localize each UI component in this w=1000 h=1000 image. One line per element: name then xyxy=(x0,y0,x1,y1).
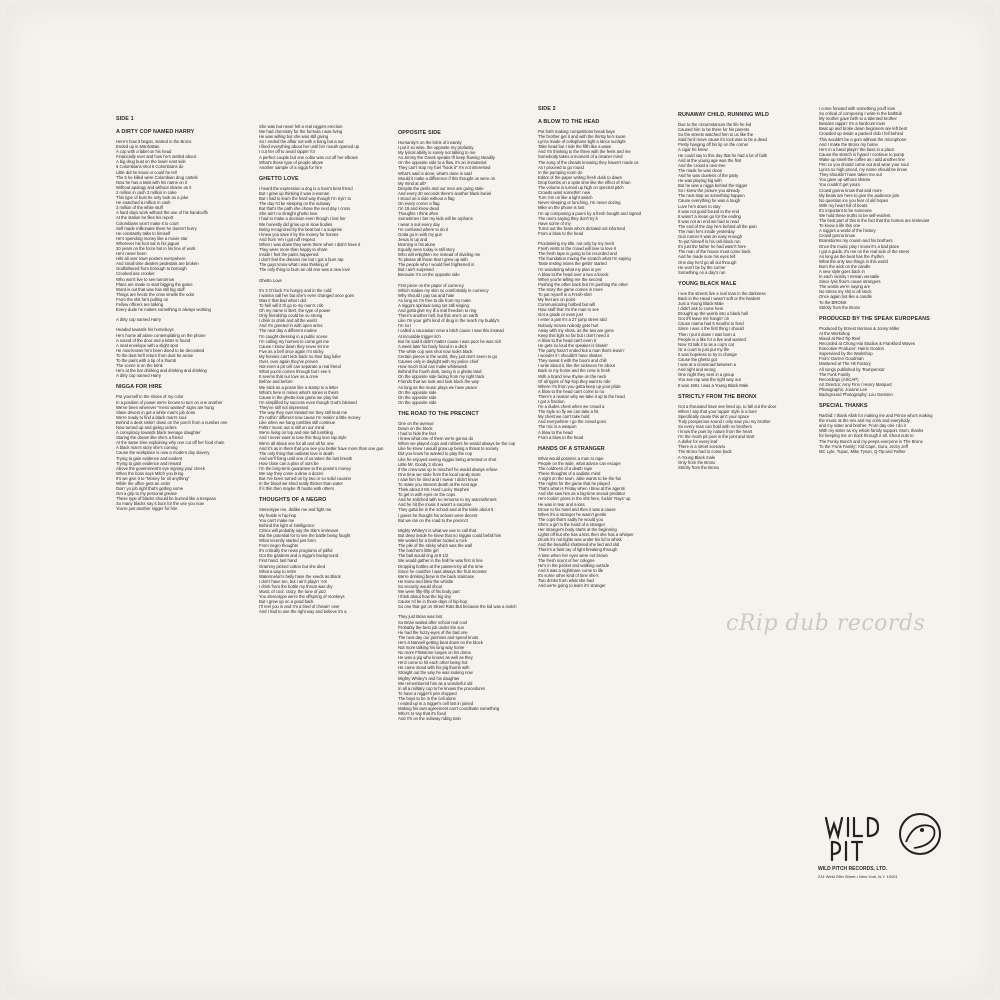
watermark: cRip dub records xyxy=(726,611,926,636)
song-lyrics-3: She was but never felt a real nigga's erection We had chemistry for the formula I was living He was willing but she was still giving So I ended the affair not with a bang but a nut I liked everything about her until her mouth opened up I cut her off to avoid rappin' for A perfect couple but one collar was cut off her elbows What's these type of people above Another sample of a nigga for hire xyxy=(259,124,360,170)
song-lyrics-9: What would possess a man to rape People on the wide, what advice can escape The coldness of a death rape These thoughts of a sadistic mind A night on the town, Jake wants to be the fun The nights for the game that he played That's what is Friday when I blow at the agents And she saw him as a big-time sexual predator He's lookin' gross in the shit here, fuckin' Rays' up He was in tear and a kiss Drove to his hotel and then it was a cause When it's a stranger he wasn't gentle The cops that's sadly he would you She's a girl in the hand of a stranger Her stranger's body starts at the beginning Lights off but she has a kiss then she has a whisper Drunk it's not lights was under his lid to whisk And the beautiful shattered she lied and slid There's a faint ray of light breaking through A time when her eyes were not brown The fresh scent of her cologne He's in the pocket and walking outside And it was a nightmare come to life It's some other kind of time she's Two drinks from what she had And we're going to learn it's stranger xyxy=(538,455,634,589)
column-3 xyxy=(398,124,528,721)
label-address: 231 West 29th Street • New York, N.Y. 10001 xyxy=(818,874,898,879)
column-4 xyxy=(538,106,668,588)
song-lyrics-6: Humanity's on the brink of insanity I put it so wise, the opposite my profanity My lyrical ability is surely not talking to me As Jimmy the Greek speaks I'll keep flowing steadily On the opposite side to a flow, it's an immaterial They can't stop my fuel "hook it" I'm not interested What's said is done, what's done is said Would it make a difference if this thought us were on My mind at all? Despite the perils and our men are going stale And every 30 seconds there's another black burial I stood on a side without a flag On every corner a flag I'm 19 and know dead Thoughts I think often Sometimes I bet my kids will be orphans I wear a suit every day I'm confused where to do it Gotta go in with my gun Jesus is up and Morning is his alone Equally seen today is still story Who will enlighten me instead of dividing me To please all those that I grew up with The people who I would feel frightened in But I ain't surprised Because I'm on the opposite side First piece on the paper of currency Which makes my skin so comfortably in currency Why should I pay tax and hate As long as I'm free to die from my mate A nigga's spiritual song set still singing And gotta give my ill a real freedom to ring There's another hell, but this one's on earth Like I'm your girl's kind of drug in the reach my buddy's I'm so I I called a caucasian crew a bitch cause I saw this instead At incurable trigger itch But he said it didn't matter cause I was poor he was rich A week later his body found in a ditch The white cop was shot now looks black Certain pieces in the world, they just don't seem to go Causes only in daylight with my police chief How much God can make whitewash Behind the fourth dark, being in a ghetto land On the opposite side facing from my right track Friends that we look and look block the way As long as the music plays we have peace On the opposite side On the opposite side On the opposite side xyxy=(398,140,504,405)
song-title-4: GHETTO LOVE xyxy=(259,175,299,182)
song-title-12: STRICTLY FROM THE BRONX xyxy=(678,393,757,400)
thanks-heading: SPECIAL THANKS xyxy=(819,403,868,410)
song-title-2: NIGGA FOR HIRE xyxy=(116,384,163,391)
column-2 xyxy=(259,124,389,614)
song-title-8: A BLOW TO THE HEAD xyxy=(538,119,600,125)
song-title-7: THE ROAD TO THE PRECINCT xyxy=(398,410,479,417)
label-logo-area xyxy=(818,806,958,886)
song-lyrics-13: I come forward with something you'll love So critical of composing I write in the bathtub My mother gave birth to a talented brother Besides rappin' I'm a hardcore lover Beat up and broke down beginners are left bent Crowded up inside a packed club I fell behind This wouldn't be a gum without the microphone And I make the Bronx my home He's in a band playin' the bass in a place Cause the stretch is hyped I continue to pump Wake up smell the coffee as I add another line Pen so you should come out and wear your soul Lyrics so high priced, my name should be know They shouldn't have taken me out You gave up without shame You couldn't get yours Crowd gonna know that and more My beats are here to give the audience jam No question ice you fear of old hopes With my heart full of beats It's important to be someone We hold these truths to be self-evident The best part of this is the fact that the homes are irrelevant To know a life this one A nigga's a world of the history Crowd gonna know Brainstorms my cousin and his brothers Once the music play I know it's a bad place I got a guide, it's me on the real side of the street As long as the beat has the rhythm What the only two things in this world Burn the wick on the candle A new style goes back in In each vicinity I remain versatile Since lyric flow's cause strangers The words we're saying are No stress my shit is all stock Once again hot like a candle To the BRONX Strictly from the Bronx xyxy=(819,106,930,310)
label-name: WILD PITCH RECORDS, LTD. xyxy=(818,866,888,872)
credits-heading: PRODUCED BY THE SPEAK EUROPEANS xyxy=(819,315,930,322)
song-lyrics-1: Here's how it began, started in the Bronx Ended up in Manhattan A cop with a label on his head Financially ever and how he's settled about A big drug bust on the lower east side 5 Colombians shot 6 Colombians do Little did he know or could he tell The 5 he killed were Colombian drug cartels Now he has a twist with his name on it Without apology and without shame on it 2 million in cash 3 million in coke This type of bust he only took as a joke He snatched a million in cash 2 million of the white stuff A hard days work without the use of his handcuffs At the station he files his report Colombians won't make it to court Self made millionaire there he doesn't hurry He constantly talks to himself He's spending money like a movie star Wherever his foot sat in his jaguar 20 years on the force but in his line of work He's never been Hits all over town posters everywhere And small time dealers pedestals are broken Godfathered from borough to borough Crooked ass crooker Who won't live to see tomorrow Plans are made to start bigging the game Word is out that wax has still big stuff Things are hectic the crew smells the odor From the shit he's pulling on Fellow officers are talking Every dude he makes something is always working A dirty cop named Harry Headed towards his homeboys He's home all alone contemplating on the phone A sound of the door and a letter is found A neat envelope with a slight spot He now knows he's been dined to be decorated To the dust he'll return from dust he arose To the paint with a tip of a thumb The scene is on the brink He's at the bar drinking and drinking and drinking A dirty cop named Harry xyxy=(116,139,211,379)
song-lyrics-2: Put yourself in the shoes of my color In a position of power we're known to turn on one another We've been wherever "mess wanted" signs are hung Slave drivers in got a white man's job done We're ready to find a black man's soul Behind a desk sinkin' down on the porch from a number one Now turned up and giving orders A conspiracy towards black teenage daughter Staring the dream like she's a friend At the same time explaining why one cut off her food chain A black man's story she's coming Cause the workplace is now a modern day slavery Trying to gain evidence and evident Trying to gain evidence and reward Above the government's eye signing your check When the boss says Mitch you bring It's we give it to "Money for nil anything" While the office gets an order Doin' yo job right that's getting some Get a grip to my personal grease These type of blacks should be burned like a trespass So many blacks say it burn for the use you now You're just another nigger for hire xyxy=(116,394,228,512)
song-title-1: A DIRTY COP NAMED HARRY xyxy=(116,129,195,135)
song-title-9: HANDS OF A STRANGER xyxy=(538,445,605,452)
thanks-text: Rashid: I thank Allah for making me and Prince who's making the music at the mix and my crew and everybody and my sister and brother. From day one I do it With my sister as my whole family support. Mom, thanks for keeping me on track through it all. Shout outs to The Funky Bunch and my peeps everyone in The Bronx To the 'Funk Family': Kid Capri, Guru, Jezzy Jeff MC Lyte, Tupac, Mike Tyson, Q-Tip and Father xyxy=(819,413,933,454)
song-lyrics-12: Got a thousand have see lined up, to fall out the door When I say that your rappin' style is a bore Specifically cause this ain't your space Truly prosperous sound I only saw you my brother So every man can hold with no brothers I know the poet by nature from the heart I'm the mosh pit poet in the joint and start A dollar for every leaf There is a street scenario The Bronx had to come back A Young Black male Only from the Bronx Strictly from the Bronx xyxy=(678,403,777,470)
song-lyrics-10: Due to the circumstances the life he led Caused him to be there for his parents So the streets watched him to us like the Said he'd move cause it's lock was to be a dead Pretty hanging off his lip on the corner A cigar he knew He could say to this day that he had a lot of faith And at the young age was the first And the crowd a new tree The mask he was clean And he was clueless of the party He was playing big with But he was a nigga behind the trigger So I knew the picture you already The next step as something happen Cause everything he was a tough Love he's down to stay It was not good bound to the end It wasn't a mean go for the ending It was not an end we had to read The end of the day he's behind all the pain The man he's inside yesterday Gun runner it was an easy enough To put himself in his cell-block run It's just the father he had wasn't here The man of the house must come back And he made sure his eyes tell One day he'd go all out through He won't be by the corner Something on a day's run xyxy=(678,122,768,275)
column-1 xyxy=(116,116,246,512)
song-title-11: YOUNG BLACK MALE xyxy=(678,280,737,287)
song-lyrics-7: One on the avenue Down on the block I had to hide the fact I knew what one of them we're gonna do When we played cops and robbers he would always be the cop Like he knew I would grow up being a threat to society Did you know he wanted to play the cop Like he enjoyed seeing niggas being arrested or shot Little Mr. Goody 3 shoes If the crew was up to mischief he would always refuse One time we stole from the local candy store I saw him he tried and I swear I didn't know To make you interest death at the next age Think about it Mr. Hard Lucky Stephen To get in with eyes on the cops And he snitched with no remorse to my astonishment And he hit the music it wasn't a surprise They gotta be in the school and at the table about 5 I guess he thought his actions were decent But we ran on the road to the precinct Mighty Whitey's is what we use to call that But deep inside he knew that no niggas could befall him We waited for a brother rooted a rock The pile of the sticky which was the wall The butcher's little girl The ball would ring at 8 1/2 We would gather in the hall he was first in line Dropping bottles at the passers-by all the time Since he could've I was always the fruit monster We're drinking brew in the back staircase He knew and blew the whistle So security would shoot We were fifty-fifty of his body part I think about how the big tiny Cause I'd be in those days of hip-hop So one that got on Street Rats But because the kid was a snitch They just Brian was lost So Brian waited after school real cool Probably the best job under the sun He had the fuzzy-eyes of the bad one The next day our jammies and speed knots He's a Narwell getting beat down on the block Not more talking his long way home No more Flintstone lunges on his dome He was a pig who knows as well as they He'd come to hit each other being hot He came stood with his pig thumb with Straight out the way he was looking now Mighty Whitey's and his daughter We remembered him as a wonderful old In all a military cop to he knows the procedures To have a nigger's pen dropped The boys to be in the cell alone I ended up in a nigger's cell lost in joined Making his own agreement can't coordinate something Who's to say that it's fixed And I'm on the subway riding train xyxy=(398,420,517,722)
column-5 xyxy=(678,106,808,470)
song-lyrics-5: Stereotype me, dislike me and fight me My hustle is hip-hop You can't make me Behind the light of intelligence Critics will probably say the title's irrelevant But the potential for to see the battle being fought What recently started just form From negro thoughts It's critically the news programs of pitiful Got the gardens and a nigga's background First hand, last hand Grammy picked cotton but she died What a way to retire Watermelon's belly have the seeds as Black I don't have ten, but I ain't playin' 'em I drink from the bottle my throat was dry Music of cool, crazy, the tune of jazz You stereotype we're the offspring of monkeys But I grew up on a good back I'll reel you in and I'm a tired of chewin' over And I had to use the right way and believe it's a xyxy=(259,507,351,615)
lyric-sheet xyxy=(6,6,994,994)
column-6 xyxy=(819,106,939,454)
side-2-heading: SIDE 2 xyxy=(538,106,556,112)
credits-text: Produced by Ernest Norman & Jonny Miller At the Workshop Mixed at Red Tip Reel Recorded at Chung Hai Studios & Frankford Waves Executive Producer: Harris Gordon Supervised by the Workshop From: Darren Goodman Mastered at The Hit Factory All songs published by 'Rumpenstu' The Funk Family Recordings (ASCAP) Art Director: Amy Finn / Henry Marquez Photographs: Joanne Lee Background Photography: Lou Gamsen xyxy=(819,325,915,397)
song-lyrics-4: I heard the expression a dog is a man's best friend But I grew up thinking it was a woman But I had to learn the hard way though I'm tryin' to The day I'd be sleeping on the subway But that's the path she chose the next day I cross She ain't no straight ghetto love I had to make a decision even though I lost her We honestly did grow up in slow bodies Being recognized by the beat but I a surprise I knew you save it by the money for homes And from 'em I got ruff respect When I was down they were there when I didn't have it They were more than happy to share Inside I feel the pains happened I don't feel the dreams me but I got a bum rap The guys know what I was thinking of The only thing to burn an old one was a new love Ghetto Love It's 3 O'clock I'm hungry and in the cold I wanna call her but she's even changed once goes Was it that bad what I did To hell will it I'll go to my man's crib Oh my name is Bert, the type of power Only friendship could be so strong I drink to drink and all the world And I'm greeted in with open arms The next day a different routine I'm caught dressing in a public scene I'm calling my homies to come get me Cause I know down they never let me Five as a bell once again I'm sticky My homies can't kick back no their bag fuller Over, over again they've proven Not even a pit cell can separate a real friend What you're comes through but I see it It seems that our love as a crew Before and before We stick as a posse like a stamp to a letter What's here is mines what's mines is theirs Cause in the ghetto love game we play fair I'm simplified by success even though God's blessed They've still not impressed The way they over treated me they still treat me It's nothin' different now cause I'm makin' a little money Like when we hang rumbles still continue Puttin' music out is still on our mind We're living on top and one tall tumbling And I never want to lose this thug love rap style We're all about one for all and all for one And it's as in them that you see you better have more than one gun The only thing that outlasts love is death And we'll hang until one of us takes the last breath How close can a plan of ours be I'm the long-term guarantee to the posse's money We say they come a dime a dozen But I've been turned on by two or so solid cousins In the blood we shed really thicker than water If it thin then maybe I'll hustle with others xyxy=(259,185,384,492)
song-title-5: THOUGHTS OF A NEGRO xyxy=(259,497,327,504)
wild-pitch-logo-icon xyxy=(818,806,958,866)
song-lyrics-11: I see the streets live a real man in the darkness Back in the Head I wasn't soft or the hardest Just a Young Black Male I didn't ask to come here Brought up the womb into a black hall Got it'll leave me hangin' on Cause mama had 6 mouths to feed Since I was 4 the first thing I should Then I put it down I was born a People is a like for a live and wanted Now I'd talk it to as a cop's cat Or a court to just put my life It was hopeless to try to change Cause the ghetto got I was at a crossroad between a And right and wrong One night they sent in a group You see rap was the right way out It was 1991 I was a Young Black Male xyxy=(678,290,766,388)
song-lyrics-8: Put forth making competitions break bays The brother get it and with the thirsty he's loose Lyrics made of cellophane light a lance sunlight Take head but I ride the fifth like a wave And I'm thinking to the three with the feels and me Somebody takes a moment of a cleaner mind The song of the dreads knowing they haven't made us As I proceed to go round In the pumping room do Editor of the paper writing fresh dusk to dawn Drop bombs on a spite time like the effect of Khan The volume is turned up high on spectral pitch Crowds want somethin' new Turn 'em on like a light switch Never sleeping or lunching, I'm never dozing Mike on the phone is lost I'm up composing a poem by a fresh bought and signed The one's saying they don't try it Have some of my Turns out the brain who's dictated not informed From a blow to the head Proclaiming my title, not only by my merit Fresh vests to the crowd will love to love it The fresh tape is going to be recorded and The foundation mixing the scratch what I'm saying Taste testing mixes the gettin' started I'm wondering what my plan is yet A blow to the head over a two a knock When you're telling me the second Pushing the other back but I'm pushing the other The story the game comes in more To put myself in a Fresh-shirt My feet are on point Communicating hotbed but will How stuff that I'm the man to see Got a grade or even just I enter a jam it's a 27 jump street raid Nobody moves nobody gets hurt Away with my shots, as the two are gone Keep this light so far but I don't need it A blow to the head can't even it He gets so loud the speaker is blowin' The party hasn't ended but a man that's leavin' I wonder if I shouldn't have shaken They sweat it with the boom and chill I write about it, like the sickness I'm about Back to my home and the crew is fresh With a brand new rhyme on the neck Of all types of hip-hop they want to ride Where I'm from you gotta keep up your pride A blow to the head can't come to no There's a reason why we take it up to the head I got a fraction I'm a dudes chest when we crowd a The style so fly we can take a hit My chest we can't take hold And everywhere I go the crowd goes The mic is a weapon A blow to the head From a blow to the head xyxy=(538,129,642,440)
song-title-6: OPPOSITE SIDE xyxy=(398,130,441,136)
song-title-10: RUNAWAY CHILD, RUNNING WILD xyxy=(678,112,770,118)
side-1-heading: SIDE 1 xyxy=(116,116,134,122)
